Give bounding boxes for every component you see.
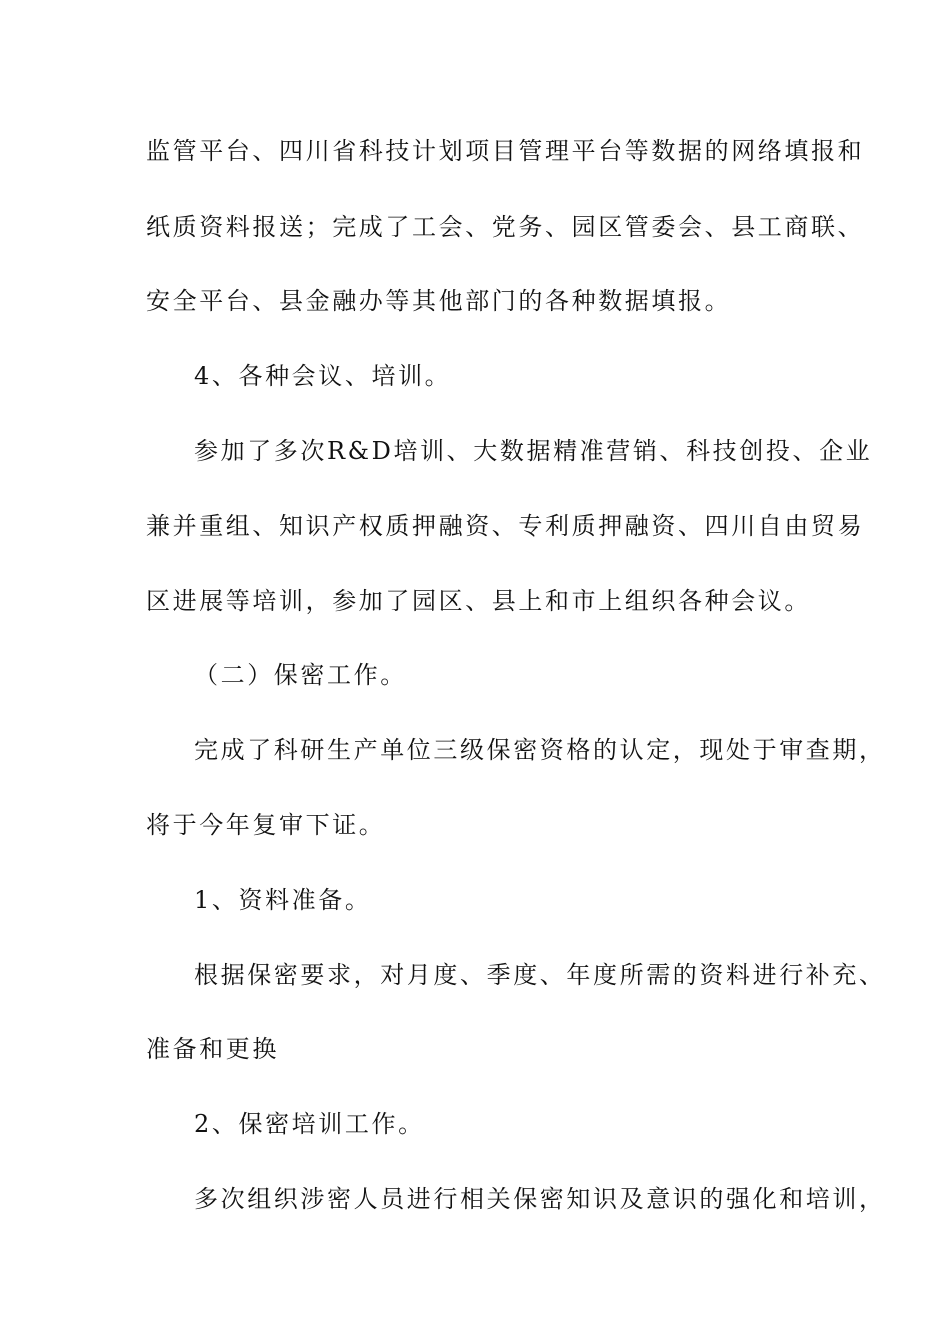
paragraph-line: 将于今年复审下证。 <box>146 811 386 839</box>
paragraph-line: 准备和更换 <box>146 1035 279 1063</box>
paragraph-line: 多次组织涉密人员进行相关保密知识及意识的强化和培训， <box>194 1185 886 1213</box>
paragraph-line: 安全平台、县金融办等其他部门的各种数据填报。 <box>146 287 732 315</box>
paragraph-line: 完成了科研生产单位三级保密资格的认定，现处于审查期， <box>194 736 886 764</box>
paragraph-line: 根据保密要求，对月度、季度、年度所需的资料进行补充、 <box>194 961 886 989</box>
section-heading: 1、资料准备。 <box>194 886 372 914</box>
paragraph-line: 纸质资料报送；完成了工会、党务、园区管委会、县工商联、 <box>146 213 865 241</box>
paragraph-line: 区进展等培训，参加了园区、县上和市上组织各种会议。 <box>146 587 811 615</box>
paragraph-line: 兼并重组、知识产权质押融资、专利质押融资、四川自由贸易 <box>146 512 865 540</box>
paragraph-line: 监管平台、四川省科技计划项目管理平台等数据的网络填报和 <box>146 137 865 165</box>
section-heading: 4、各种会议、培训。 <box>194 362 452 390</box>
paragraph-line: 参加了多次R&D培训、大数据精准营销、科技创投、企业 <box>194 437 873 465</box>
section-heading: （二）保密工作。 <box>194 661 407 689</box>
section-heading: 2、保密培训工作。 <box>194 1110 425 1138</box>
